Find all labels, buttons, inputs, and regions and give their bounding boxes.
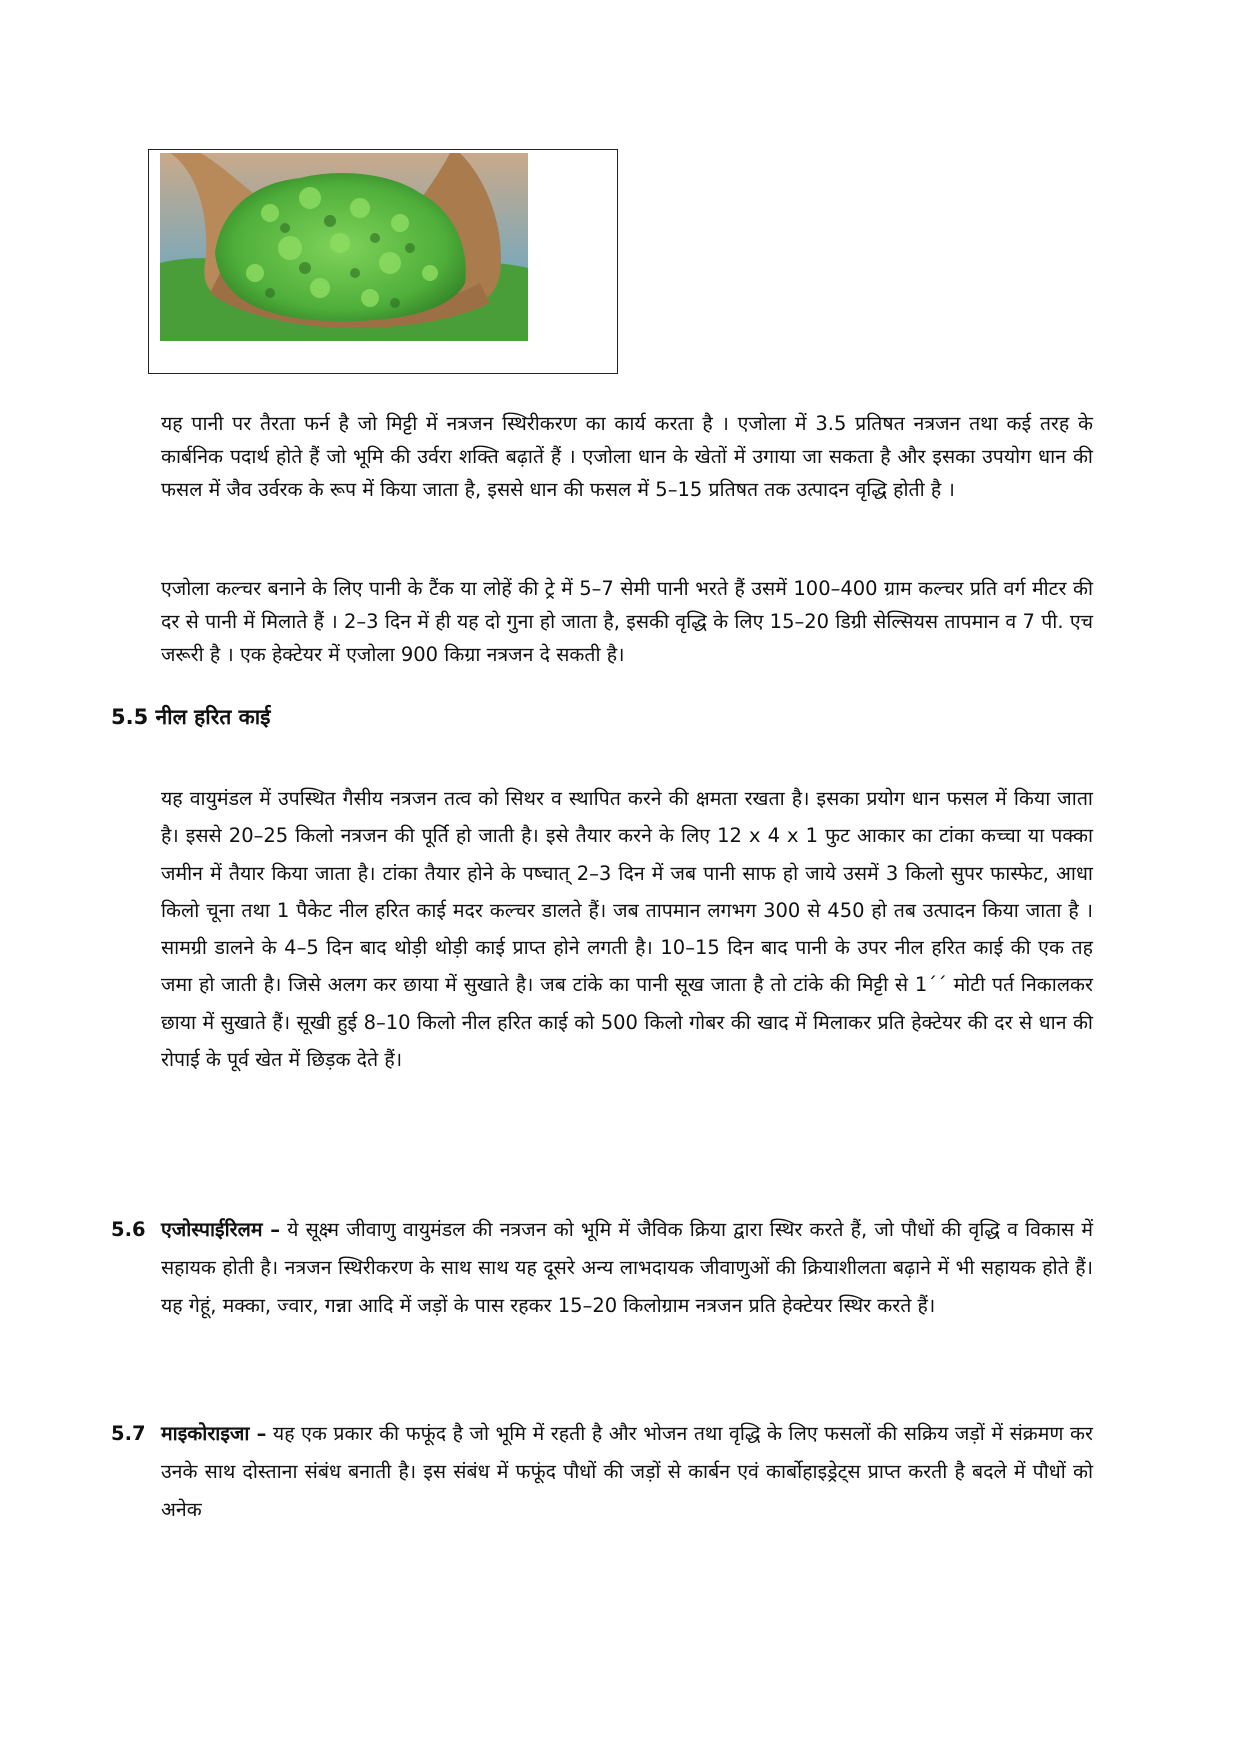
section-5-6 (111, 1211, 1093, 1325)
section-5-6-body (161, 1211, 1093, 1325)
section-5-5-heading: 5.5 नील हरित काई (111, 705, 271, 729)
section-term: माइकोराइजा – (161, 1422, 267, 1445)
section-5-7 (111, 1415, 1093, 1529)
section-text: यह एक प्रकार की फफूंद है जो भूमि में रहती है और भोजन तथा वृद्धि के लिए फसलों की सक्रिय जड़ों में संक्रमण कर उनके साथ दोस्ताना संबंध बनाती है। इस संबंध में फफूंद पौधों की जड़ों से कार्बन एवं कार्बोहाइड्रेट्स प्राप्त करती है बदले में पौधों को अनेक (161, 1422, 1093, 1521)
azolla-paragraph-1: यह पानी पर तैरता फर्न है जो मिट्टी में नत्रजन स्थिरीकरण का कार्य करता है । एजोला में 3.5 प्रतिषत नत्रजन तथा कई तरह के कार्बनिक पदार्थ होते हैं जो भूमि की उर्वरा शक्ति बढ़ातें हैं । एजोला धान के खेतों में उगाया जा सकता है और इसका उपयोग धान की फसल में जैव उर्वरक के रूप में किया जाता है, इससे धान की फसल में 5–15 प्रतिषत तक उत्पादन वृद्धि होती है । (161, 412, 1093, 501)
azolla-paragraph-2: एजोला कल्चर बनाने के लिए पानी के टैंक या लोहें की ट्रे में 5–7 सेमी पानी भरते हैं उसमें 100–400 ग्राम कल्चर प्रति वर्ग मीटर की दर से पानी में मिलाते हैं । 2–3 दिन में ही यह दो गुना हो जाता है, इसकी वृद्धि के लिए 15–20 डिग्री सेल्सियस तापमान व 7 पी. एच जरूरी है । एक हेक्टेयर में एजोला 900 किग्रा नत्रजन दे सकती है। (161, 577, 1093, 666)
section-term: एजोस्पाईरिलम – (161, 1218, 280, 1241)
section-number: 5.7 (111, 1422, 146, 1445)
section-5-7-body (161, 1415, 1093, 1529)
section-number: 5.6 (111, 1218, 146, 1241)
section-text: ये सूक्ष्म जीवाणु वायुमंडल की नत्रजन को भूमि में जैविक क्रिया द्वारा स्थिर करते हैं, जो पौधों की वृद्धि व विकास में सहायक होती है। नत्रजन स्थिरीकरण के साथ साथ यह दूसरे अन्य लाभदायक जीवाणुओं की क्रियाशीलता बढ़ाने में भी सहायक होते हैं। यह गेहूं, मक्का, ज्वार, गन्ना आदि में जड़ों के पास रहकर 15–20 किलोग्राम नत्रजन प्रति हेक्टेयर स्थिर करते हैं। (161, 1218, 1093, 1317)
azolla-figure (148, 149, 618, 374)
section-5-5-body: यह वायुमंडल में उपस्थित गैसीय नत्रजन तत्व को सिथर व स्थापित करने की क्षमता रखता है। इसका प्रयोग धान फसल में किया जाता है। इससे 20–25 किलो नत्रजन की पूर्ति हो जाती है। इसे तैयार करने के लिए 12 x 4 x 1 फुट आकार का टांका कच्चा या पक्का जमीन में तैयार किया जाता है। टांका तैयार होने के पष्चात् 2–3 दिन में जब पानी साफ हो जाये उसमें 3 किलो सुपर फास्फेट, आधा किलो चूना तथा 1 पैकेट नील हरित काई मदर कल्चर डालते हैं। जब तापमान लगभग 300 से 450 हो तब उत्पादन किया जाता है । सामग्री डालने के 4–5 दिन बाद थोड़ी थोड़ी काई प्राप्त होने लगती है। 10–15 दिन बाद पानी के उपर नील हरित काई की एक तह जमा हो जाती है। जिसे अलग कर छाया में सुखाते है। जब टांके का पानी सूख जाता है तो टांके की मिट्टी से 1´´ मोटी पर्त निकालकर छाया में सुखाते हैं। सूखी हुई 8–10 किलो नील हरित काई को 500 किलो गोबर की खाद में मिलाकर प्रति हेक्टेयर की दर से धान की रोपाई के पूर्व खेत में छिड़क देते हैं। (161, 787, 1093, 1072)
azolla-photo (160, 153, 528, 341)
